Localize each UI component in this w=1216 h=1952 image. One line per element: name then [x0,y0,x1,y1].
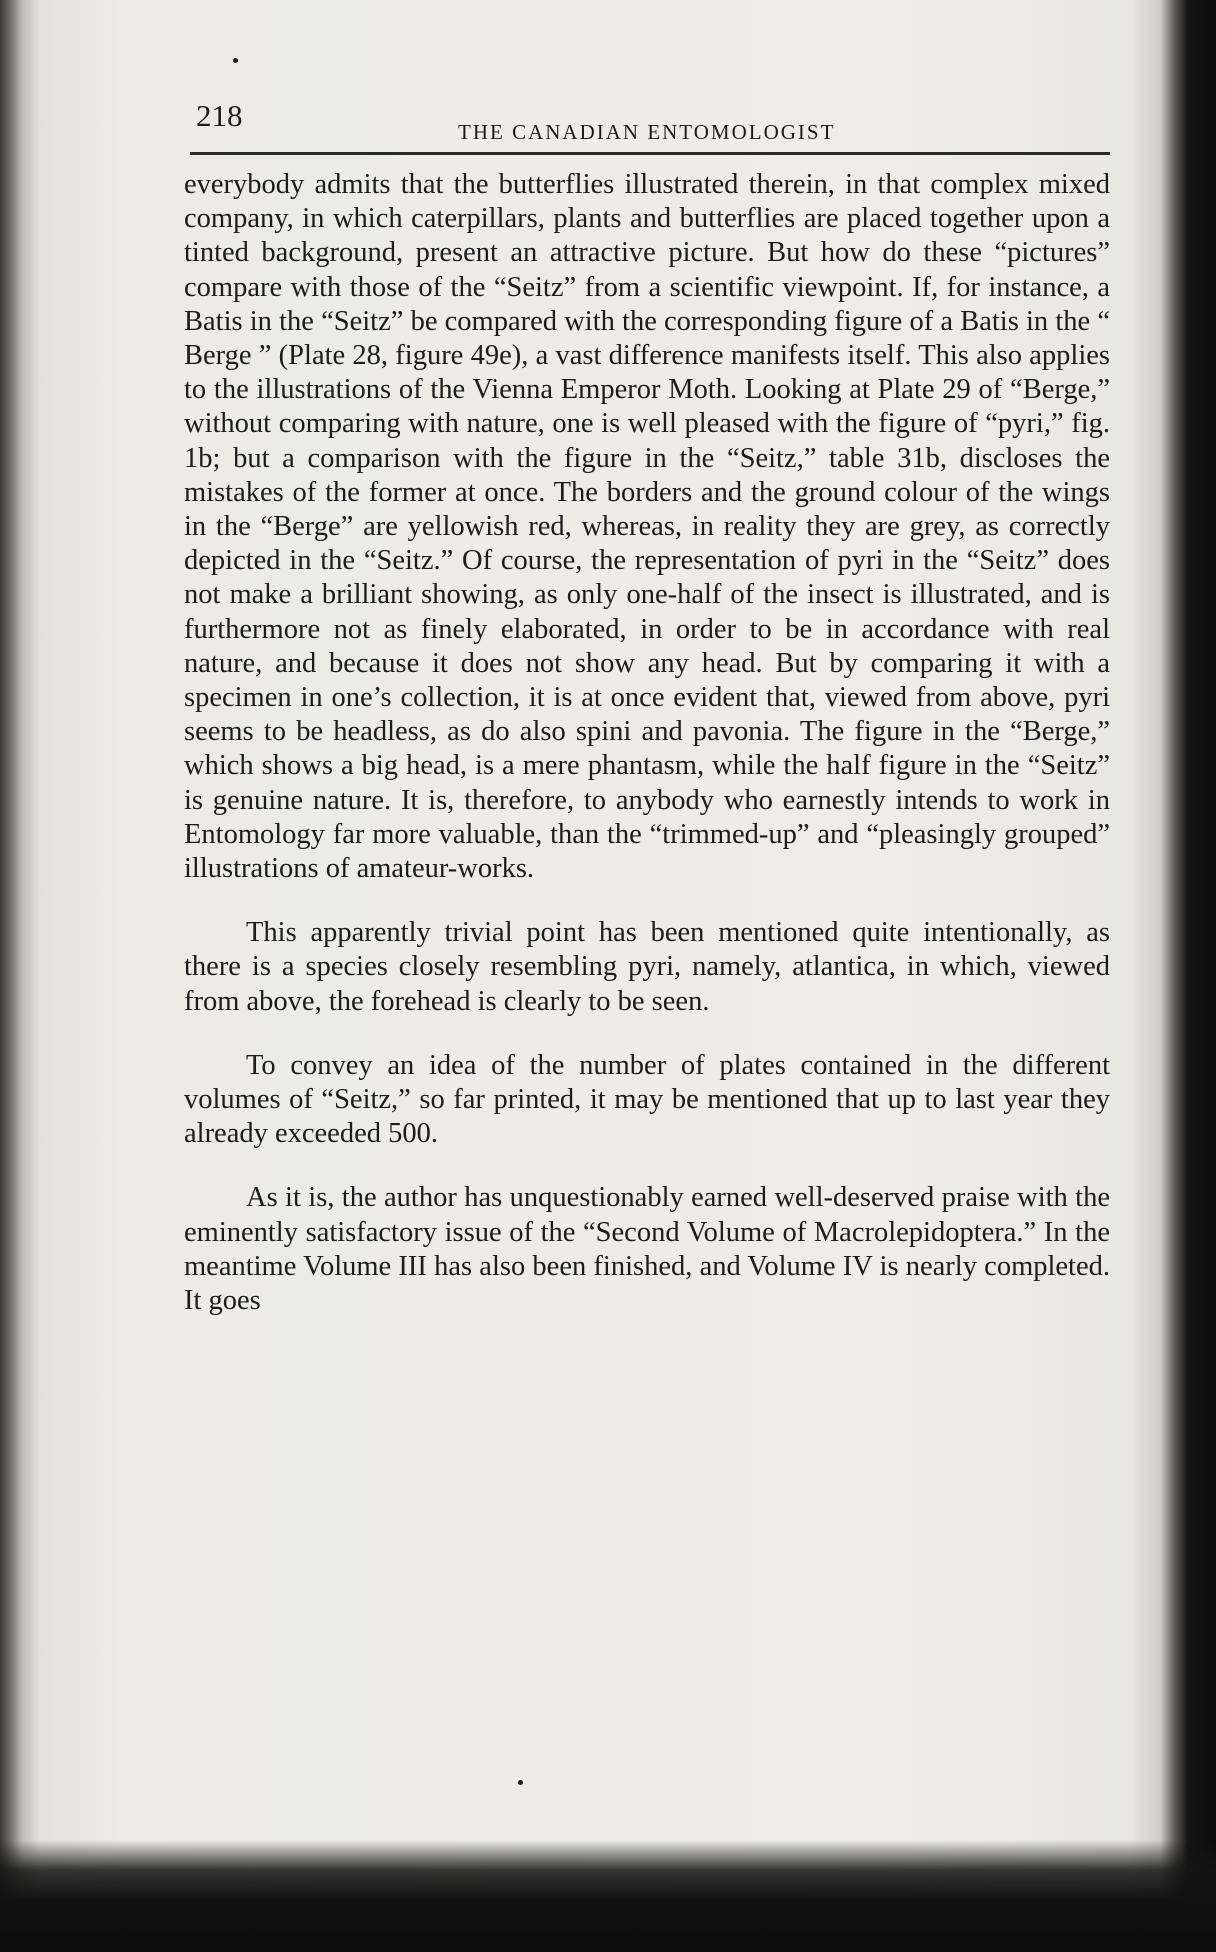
journal-title: THE CANADIAN ENTOMOLOGIST [458,120,836,144]
paragraph: This apparently trivial point has been mentioned quite intentionally, as there is a species closely resembling pyri, namely, atlantica, in which, viewed from above, the forehead is clearly to be seen. [184,917,1110,1017]
running-head [160,90,1120,154]
header-rule [190,152,1110,155]
print-speck [233,58,238,63]
paragraph: To convey an idea of the number of plates contained in the different volumes of “Seitz,” so far printed, it may be mentioned that up to last year they already exceeded 500. [184,1049,1110,1150]
paragraph-continued: everybody admits that the butterflies illustrated therein, in that complex mixed company, in which caterpillars, plants and butterflies are placed together upon a tinted background, present an attractive picture. But how do these “pictures” compare with those of the “Seitz” from a scientific viewpoint. If, for instance, a Batis in the “Seitz” be compared with the corresponding figure of a Batis in the “ Berge ” (Plate 28, figure 49e), a vast difference manifests itself. This also applies to the illustrations of the Vienna Emperor Moth. Looking at Plate 29 of “Berge,” without comparing with nature, one is well pleased with the figure of “pyri,” fig. 1b; but a comparison with the figure in the “Seitz,” table 31b, discloses the mistakes of the former at once. The borders and the ground colour of the wings in the “Berge” are yellowish red, whereas, in reality they are grey, as correctly depicted in the “Seitz.” Of course, the representation of pyri in the “Seitz” does not make a brilliant showing, as only one-half of the insect is illustrated, and is furthermore not as finely elaborated, in order to be in accordance with real nature, and because it does not show any head. But by comparing it with a specimen in one’s collection, it is at once evident that, viewed from above, pyri seems to be headless, as do also spini and pavonia. The figure in the “Berge,” which shows a big head, is a mere phantasm, while the half figure in the “Seitz” is genuine nature. It is, therefore, to anybody who earnestly intends to work in Entomology far more valuable, than the “trimmed-up” and “pleasingly grouped” illustrations of amateur-works. [184,169,1110,885]
book-page [160,90,1120,1317]
paragraph: As it is, the author has unquestionably earned well-deserved praise with the eminently satisfactory issue of the “Second Volume of Macrolepidoptera.” In the meantime Volume III has also been finished, and Volume IV is nearly completed. It goes [184,1182,1110,1317]
article-body [184,168,1110,1348]
binding-shadow [0,1840,1216,1952]
page-number: 218 [196,98,243,133]
print-speck [518,1780,523,1785]
